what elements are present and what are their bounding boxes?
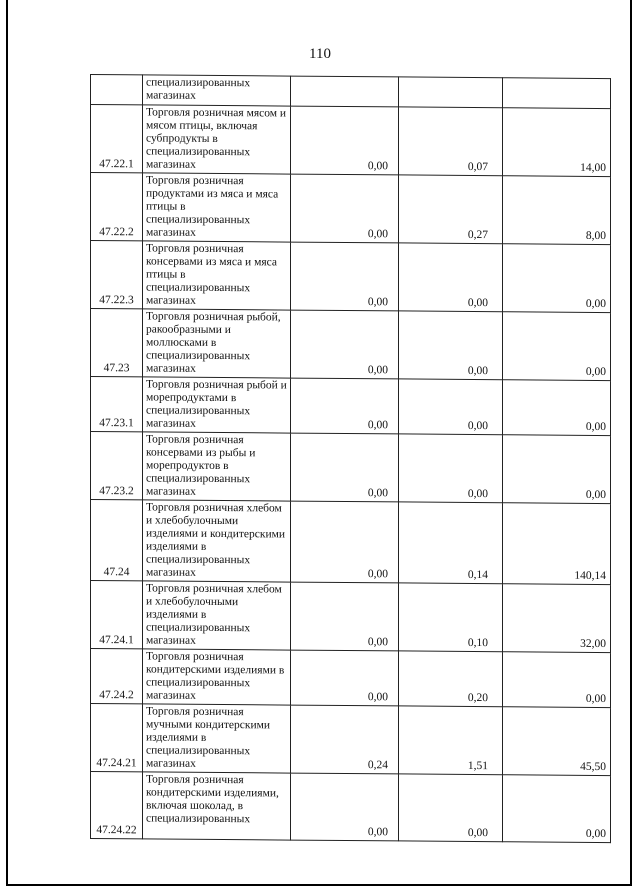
row-value-2: 0,14 <box>399 502 503 584</box>
row-value-1: 0,00 <box>291 650 399 706</box>
table-row <box>91 377 611 436</box>
row-code: 47.24.22 <box>91 772 143 839</box>
page-number: 110 <box>309 46 331 62</box>
row-value-1: 0,00 <box>291 106 399 175</box>
table-row <box>91 75 611 109</box>
table-row <box>91 173 611 245</box>
table-row <box>91 772 611 843</box>
row-value-3: 0,00 <box>503 244 611 313</box>
row-value-1: 0,00 <box>291 433 399 502</box>
row-value-2: 0,07 <box>399 107 503 176</box>
row-code: 47.24 <box>91 500 143 581</box>
row-name: Торговля розничная мясом и мясом птицы, включая субпродукты в специализированных магазинах <box>143 105 291 174</box>
row-name: Торговля розничная рыбой, ракообразными и моллюсками в специализированных магазинах <box>143 309 291 378</box>
row-value-3: 14,00 <box>503 108 611 177</box>
row-value-3: 140,14 <box>503 503 611 585</box>
row-value-1: 0,00 <box>291 242 399 311</box>
row-value-2: 0,00 <box>399 774 503 842</box>
row-value-3: 0,00 <box>503 312 611 381</box>
table-row <box>91 704 611 776</box>
row-code: 47.22.3 <box>91 241 143 309</box>
row-value-1: 0,00 <box>291 582 399 651</box>
row-name: специализированных магазинах <box>143 75 291 106</box>
row-code <box>91 75 143 105</box>
row-value-2: 0,00 <box>399 434 503 503</box>
row-name: Торговля розничная хлебом и хлебобулочными изделиями и кондитерскими изделиями в специализированных магазинах <box>143 500 291 582</box>
row-value-2: 0,00 <box>399 379 503 435</box>
row-value-2: 1,51 <box>399 706 503 775</box>
row-code: 47.23.2 <box>91 432 143 500</box>
row-code: 47.24.21 <box>91 704 143 772</box>
row-code: 47.23.1 <box>91 377 143 432</box>
row-code: 47.23 <box>91 309 143 377</box>
row-value-2 <box>399 77 503 108</box>
row-value-3: 45,50 <box>503 707 611 776</box>
table-row <box>91 581 611 653</box>
data-table <box>90 74 611 843</box>
row-code: 47.22.2 <box>91 173 143 241</box>
row-value-2: 0,27 <box>399 175 503 244</box>
row-name: Торговля розничная хлебом и хлебобулочными изделиями в специализированных магазинах <box>143 581 291 650</box>
table-row <box>91 500 611 585</box>
row-value-1: 0,00 <box>291 773 399 841</box>
row-value-2: 0,10 <box>399 583 503 652</box>
row-value-1: 0,00 <box>291 310 399 379</box>
row-value-2: 0,00 <box>399 311 503 380</box>
row-value-3: 32,00 <box>503 584 611 653</box>
row-name: Торговля розничная консервами из рыбы и морепродуктов в специализированных магазинах <box>143 432 291 501</box>
row-value-3: 0,00 <box>503 380 611 436</box>
table-row <box>91 309 611 381</box>
table-body <box>91 75 611 843</box>
row-name: Торговля розничная кондитерскими изделиями в специализированных магазинах <box>143 649 291 705</box>
row-value-1: 0,00 <box>291 174 399 243</box>
row-value-3: 0,00 <box>503 775 611 843</box>
row-value-3: 8,00 <box>503 176 611 245</box>
table-row <box>91 105 611 177</box>
row-value-1: 0,00 <box>291 501 399 583</box>
row-value-1 <box>291 76 399 107</box>
row-name: Торговля розничная кондитерскими изделиями, включая шоколад, в специализированных <box>143 772 291 840</box>
row-value-1: 0,00 <box>291 378 399 434</box>
row-code: 47.24.1 <box>91 581 143 649</box>
row-name: Торговля розничная мучными кондитерскими изделиями в специализированных магазинах <box>143 704 291 773</box>
row-name: Торговля розничная консервами из мяса и мяса птицы в специализированных магазинах <box>143 241 291 310</box>
row-value-2: 0,00 <box>399 243 503 312</box>
row-name: Торговля розничная продуктами из мяса и мяса птицы в специализированных магазинах <box>143 173 291 242</box>
row-code: 47.24.2 <box>91 649 143 704</box>
table-row <box>91 432 611 504</box>
row-value-3: 0,00 <box>503 435 611 504</box>
row-value-1: 0,24 <box>291 705 399 774</box>
table-row <box>91 649 611 708</box>
row-value-2: 0,20 <box>399 651 503 707</box>
row-code: 47.22.1 <box>91 105 143 173</box>
table-row <box>91 241 611 313</box>
row-value-3: 0,00 <box>503 652 611 708</box>
row-value-3 <box>503 78 611 109</box>
row-name: Торговля розничная рыбой и морепродуктами в специализированных магазинах <box>143 377 291 433</box>
